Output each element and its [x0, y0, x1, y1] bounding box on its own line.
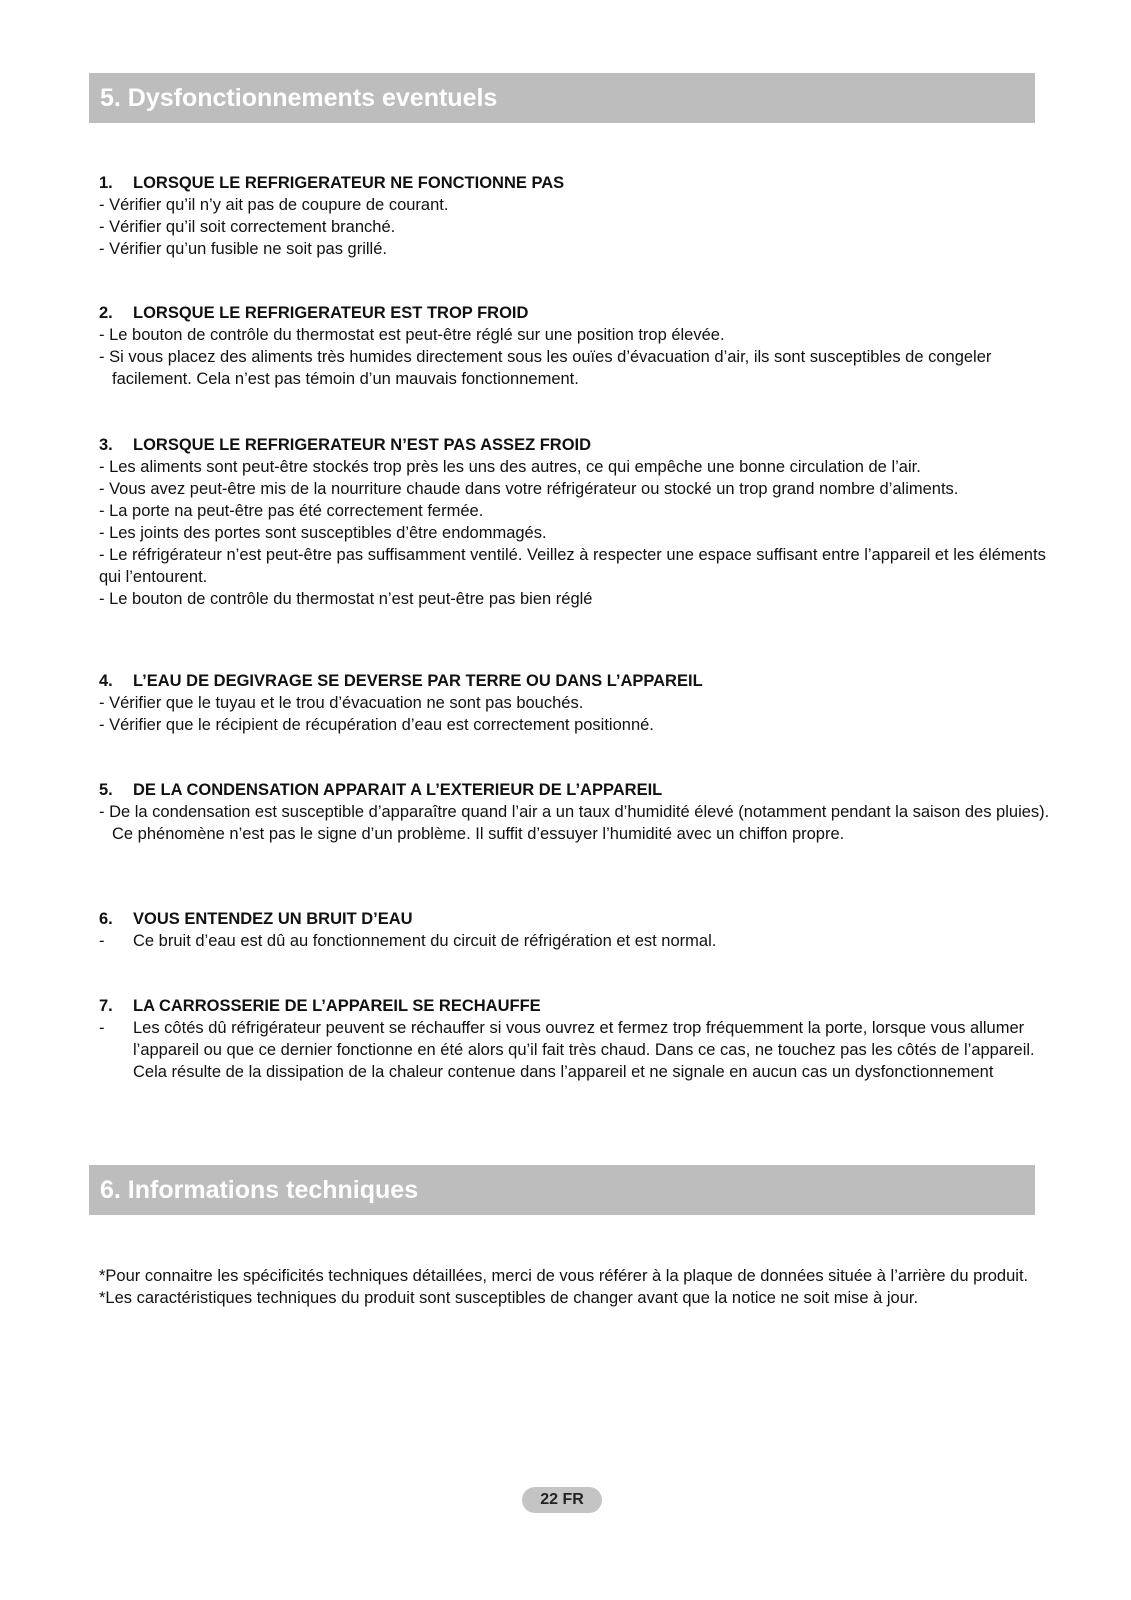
- item-line: - Si vous placez des aliments très humides directement sous les ouïes d’évacuation d’air, ils sont susceptibles de congeler facilement. Cela n’est pas témoin d’un mauvais fonctionnement.: [99, 348, 992, 388]
- item-heading: 7. LA CARROSSERIE DE L’APPAREIL SE RECHAUFFE: [99, 997, 541, 1015]
- item-line: - Les joints des portes sont susceptibles d’être endommagés.: [99, 524, 547, 542]
- item-heading: 1. LORSQUE LE REFRIGERATEUR NE FONCTIONNE PAS: [99, 174, 565, 192]
- item-line: - Vérifier qu’il soit correctement branché.: [99, 218, 396, 236]
- item-heading: 4. L’EAU DE DEGIVRAGE SE DEVERSE PAR TERRE OU DANS L’APPAREIL: [99, 672, 703, 690]
- troubleshoot-item-3: [99, 434, 1059, 610]
- item-line: - Ce bruit d’eau est dû au fonctionnement du circuit de réfrigération et est normal.: [99, 932, 717, 950]
- troubleshoot-item-7: [99, 995, 1059, 1083]
- troubleshoot-item-5: [99, 779, 1059, 845]
- item-line: - Vérifier qu’il n’y ait pas de coupure de courant.: [99, 196, 449, 214]
- item-line: - Le bouton de contrôle du thermostat est peut-être réglé sur une position trop élevée.: [99, 326, 725, 344]
- item-line: - Vérifier que le tuyau et le trou d’évacuation ne sont pas bouchés.: [99, 694, 584, 712]
- technical-info-text: [99, 1265, 1059, 1309]
- item-line: - La porte na peut-être pas été correctement fermée.: [99, 502, 484, 520]
- troubleshoot-item-2: [99, 302, 1059, 390]
- item-heading: 6. VOUS ENTENDEZ UN BRUIT D’EAU: [99, 910, 413, 928]
- page-number-badge: 22 FR: [522, 1487, 602, 1513]
- item-line: - Les aliments sont peut-être stockés trop près les uns des autres, ce qui empêche une bonne circulation de l’air.: [99, 458, 921, 476]
- item-line: - Vérifier qu’un fusible ne soit pas grillé.: [99, 240, 387, 258]
- item-line: - Vérifier que le récipient de récupération d’eau est correctement positionné.: [99, 716, 654, 734]
- section-6-header: [89, 1165, 1035, 1215]
- troubleshoot-item-1: [99, 172, 1059, 260]
- item-line: - De la condensation est susceptible d’apparaître quand l’air a un taux d’humidité élevé (notamment pendant la saison des pluies). Ce phénomène n’est pas le signe d’un problème. Il suffit d’essuyer l’humidité avec un chiffon propre.: [99, 803, 1050, 843]
- section-6-title: 6. Informations techniques: [100, 1175, 419, 1204]
- item-heading: 3. LORSQUE LE REFRIGERATEUR N’EST PAS ASSEZ FROID: [99, 436, 592, 454]
- item-line: - Vous avez peut-être mis de la nourriture chaude dans votre réfrigérateur ou stocké un trop grand nombre d’aliments.: [99, 480, 959, 498]
- tech-paragraph: *Les caractéristiques techniques du produit sont susceptibles de changer avant que la notice ne soit mise à jour.: [99, 1289, 919, 1307]
- section-5-header: [89, 73, 1035, 123]
- section-5-title: 5. Dysfonctionnements eventuels: [100, 83, 498, 112]
- item-line: - Le bouton de contrôle du thermostat n’est peut-être pas bien réglé: [99, 590, 593, 608]
- item-heading: 5. DE LA CONDENSATION APPARAIT A L’EXTERIEUR DE L’APPAREIL: [99, 781, 663, 799]
- troubleshoot-item-4: [99, 670, 1059, 736]
- troubleshoot-item-6: [99, 908, 1059, 952]
- item-line: - Le réfrigérateur n’est peut-être pas suffisamment ventilé. Veillez à respecter une espace suffisant entre l’appareil et les éléments qui l’entourent.: [99, 546, 1046, 586]
- item-heading: 2. LORSQUE LE REFRIGERATEUR EST TROP FROID: [99, 304, 529, 322]
- item-line: - Les côtés dû réfrigérateur peuvent se réchauffer si vous ouvrez et fermez trop fréquemment la porte, lorsque vous allumer l’appareil ou que ce dernier fonctionne en été alors qu’il fait très chaud. Dans ce cas, ne touchez pas les côtés de l’appareil. Cela résulte de la dissipation de la chaleur contenue dans l’appareil et ne signale en aucun cas un dysfonctionnement: [99, 1019, 1035, 1081]
- tech-paragraph: *Pour connaitre les spécificités techniques détaillées, merci de vous référer à la plaque de données située à l’arrière du produit.: [99, 1267, 1029, 1285]
